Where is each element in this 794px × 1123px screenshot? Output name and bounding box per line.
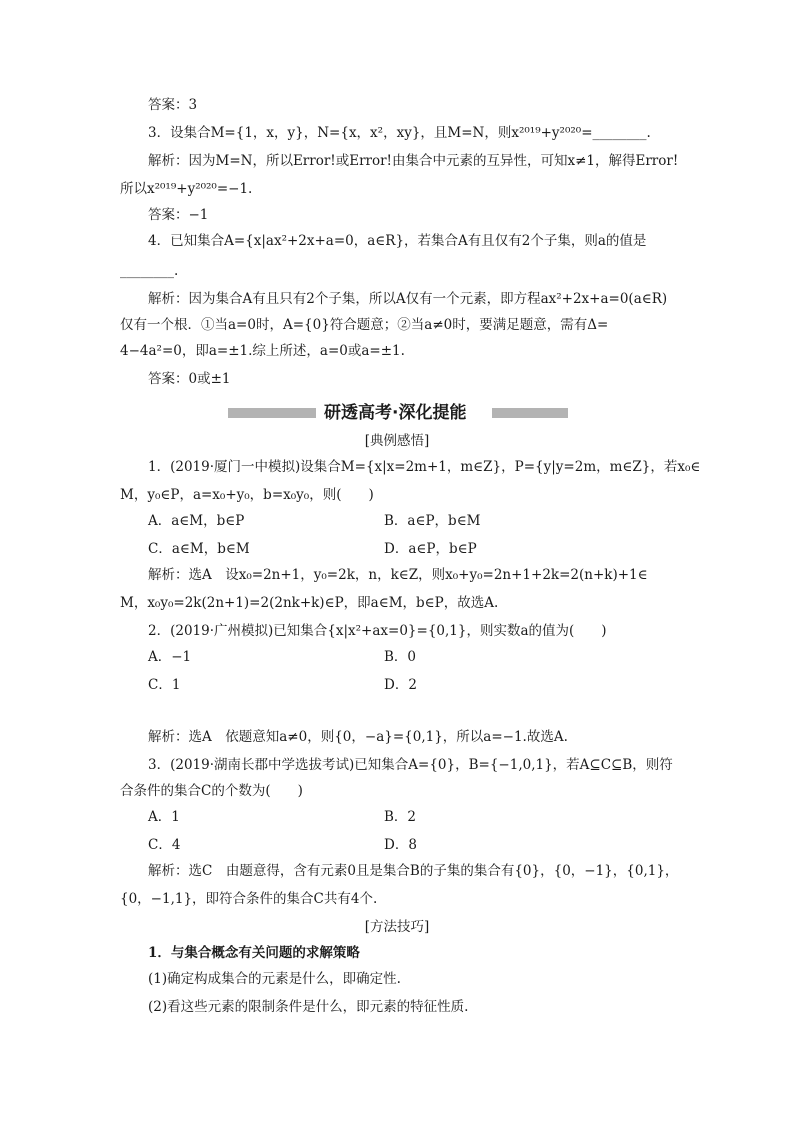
option-c: C．a∈M，b∈M (148, 541, 250, 557)
option-d: D．a∈P，b∈P (384, 541, 477, 557)
option-d: D．8 (384, 837, 417, 853)
solution-line: 4−4a²=0，即a=±1.综上所述，a=0或a=±1. (120, 343, 405, 359)
option-c: C．4 (148, 837, 181, 853)
option-b: B．a∈P，b∈M (384, 513, 481, 529)
solution-line: 解析：选A 依题意知a≠0，则{0，−a}={0,1}，所以a=−1.故选A. (148, 729, 568, 745)
answer-line: 答案：−1 (148, 207, 209, 223)
question-4: 4．已知集合A={x|ax²+2x+a=0，a∈R}，若集合A有且仅有2个子集，则a的值是 (148, 233, 647, 249)
section-title: 研透高考·深化提能 (324, 403, 467, 423)
option-a: A．a∈M，b∈P (148, 513, 245, 529)
section-bar-right (492, 408, 568, 418)
option-c: C．1 (148, 677, 181, 693)
option-a: A．−1 (148, 649, 192, 665)
solution-line: {0，−1,1}，即符合条件的集合C共有4个. (120, 891, 378, 907)
question-3: 3．设集合M={1，x，y}，N={x，x²，xy}，且M=N，则x²⁰¹⁹+y²⁰²⁰=________. (148, 125, 651, 141)
solution-line: 解析：选A 设x₀=2n+1，y₀=2k，n，k∈Z，则x₀+y₀=2n+1+2k=2(n+k)+1∈ (148, 567, 648, 583)
option-d: D．2 (384, 677, 417, 693)
method-heading: 1．与集合概念有关问题的求解策略 (148, 945, 360, 961)
example-1: M，y₀∈P，a=x₀+y₀，b=x₀y₀，则( ) (120, 487, 374, 503)
solution-line: M，x₀y₀=2k(2n+1)=2(2nk+k)∈P，即a∈M，b∈P，故选A. (120, 595, 499, 611)
subheading-methods: [方法技巧] (364, 919, 430, 935)
solution-line: 解析：选C 由题意得，含有元素0且是集合B的子集的集合有{0}，{0，−1}，{0,1}， (148, 863, 679, 879)
solution-line: 仅有一个根．①当a=0时，A={0}符合题意；②当a≠0时，要满足题意，需有Δ= (120, 317, 609, 333)
example-2: 2．(2019·广州模拟)已知集合{x|x²+ax=0}={0,1}，则实数a的值为( ) (148, 623, 607, 639)
solution-line: 所以x²⁰¹⁹+y²⁰²⁰=−1. (120, 181, 253, 197)
section-header (228, 402, 568, 424)
example-3: 3．(2019·湖南长郡中学选拔考试)已知集合A={0}，B={−1,0,1}，若A⊆C⊆B，则符 (148, 757, 673, 773)
option-b: B．0 (384, 649, 417, 665)
method-item: (1)确定构成集合的元素是什么，即确定性. (148, 971, 401, 987)
option-a: A．1 (148, 809, 180, 825)
solution-line: 解析：因为M=N，所以Error!或Error!由集合中元素的互异性，可知x≠1，解得Error! (148, 153, 679, 169)
section-bar-left (228, 408, 316, 418)
answer-line: 答案：0或±1 (148, 371, 231, 387)
solution-line: 解析：因为集合A有且只有2个子集，所以A仅有一个元素，即方程ax²+2x+a=0(a∈R) (148, 291, 668, 307)
option-b: B．2 (384, 809, 417, 825)
question-4-blank: ________. (120, 263, 179, 279)
example-3: 合条件的集合C的个数为( ) (120, 783, 303, 799)
subheading-examples: [典例感悟] (364, 433, 430, 449)
example-1: 1．(2019·厦门一中模拟)设集合M={x|x=2m+1，m∈Z}，P={y|y=2m，m∈Z}，若x₀∈ (148, 459, 701, 475)
method-item: (2)看这些元素的限制条件是什么，即元素的特征性质. (148, 999, 469, 1015)
answer-line: 答案：3 (148, 97, 198, 113)
